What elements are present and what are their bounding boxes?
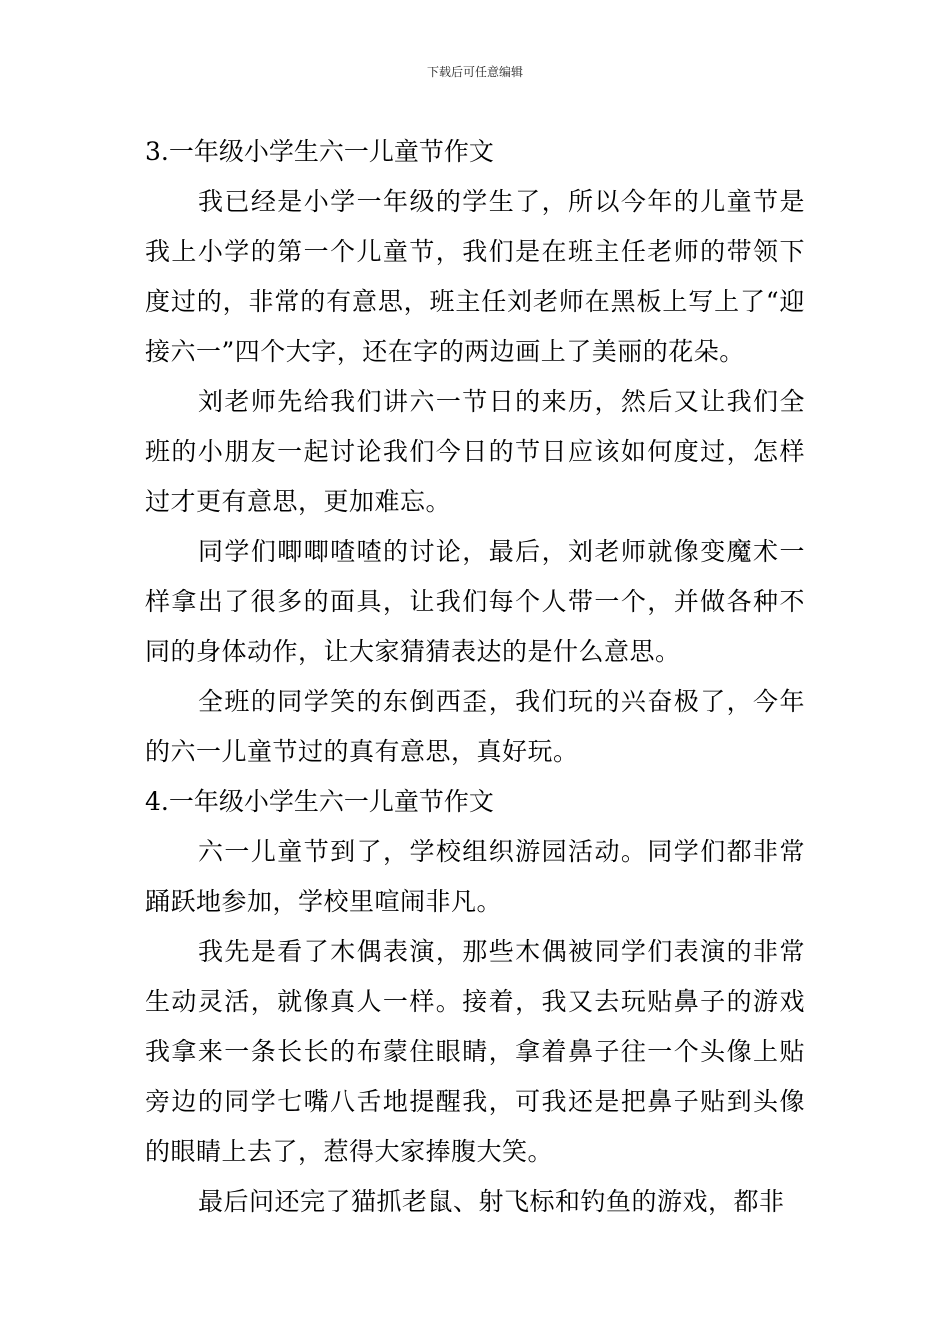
essay-section-4 <box>145 777 805 1227</box>
paragraph: 六一儿童节到了，学校组织游园活动。同学们都非常踊跃地参加，学校里喧闹非凡。 <box>145 837 805 916</box>
essay-section-3 <box>145 127 805 777</box>
paragraph: 同学们唧唧喳喳的讨论，最后，刘老师就像变魔术一样拿出了很多的面具，让我们每个人带一个，并做各种不同的身体动作，让大家猜猜表达的是什么意思。 <box>145 537 805 666</box>
paragraph: 最后问还完了猫抓老鼠、射飞标和钓鱼的游戏，都非 <box>198 1187 785 1216</box>
page-header: 下载后可任意编辑 <box>426 65 523 79</box>
essay-title: 4.一年级小学生六一儿童节作文 <box>145 787 494 816</box>
paragraph: 刘老师先给我们讲六一节日的来历，然后又让我们全班的小朋友一起讨论我们今日的节日应该如何度过，怎样过才更有意思，更加难忘。 <box>145 387 805 516</box>
document-body <box>145 127 805 1227</box>
essay-title: 3.一年级小学生六一儿童节作文 <box>145 137 494 166</box>
paragraph: 我已经是小学一年级的学生了，所以今年的儿童节是我上小学的第一个儿童节，我们是在班主任老师的带领下度过的，非常的有意思，班主任刘老师在黑板上写上了“迎接六一”四个大字，还在字的两边画上了美丽的花朵。 <box>145 187 805 366</box>
paragraph: 我先是看了木偶表演，那些木偶被同学们表演的非常生动灵活，就像真人一样。接着，我又去玩贴鼻子的游戏我拿来一条长长的布蒙住眼睛，拿着鼻子往一个头像上贴旁边的同学七嘴八舌地提醒我，可我还是把鼻子贴到头像的眼睛上去了，惹得大家捧腹大笑。 <box>145 937 805 1166</box>
paragraph: 全班的同学笑的东倒西歪，我们玩的兴奋极了，今年的六一儿童节过的真有意思，真好玩。 <box>145 687 805 766</box>
